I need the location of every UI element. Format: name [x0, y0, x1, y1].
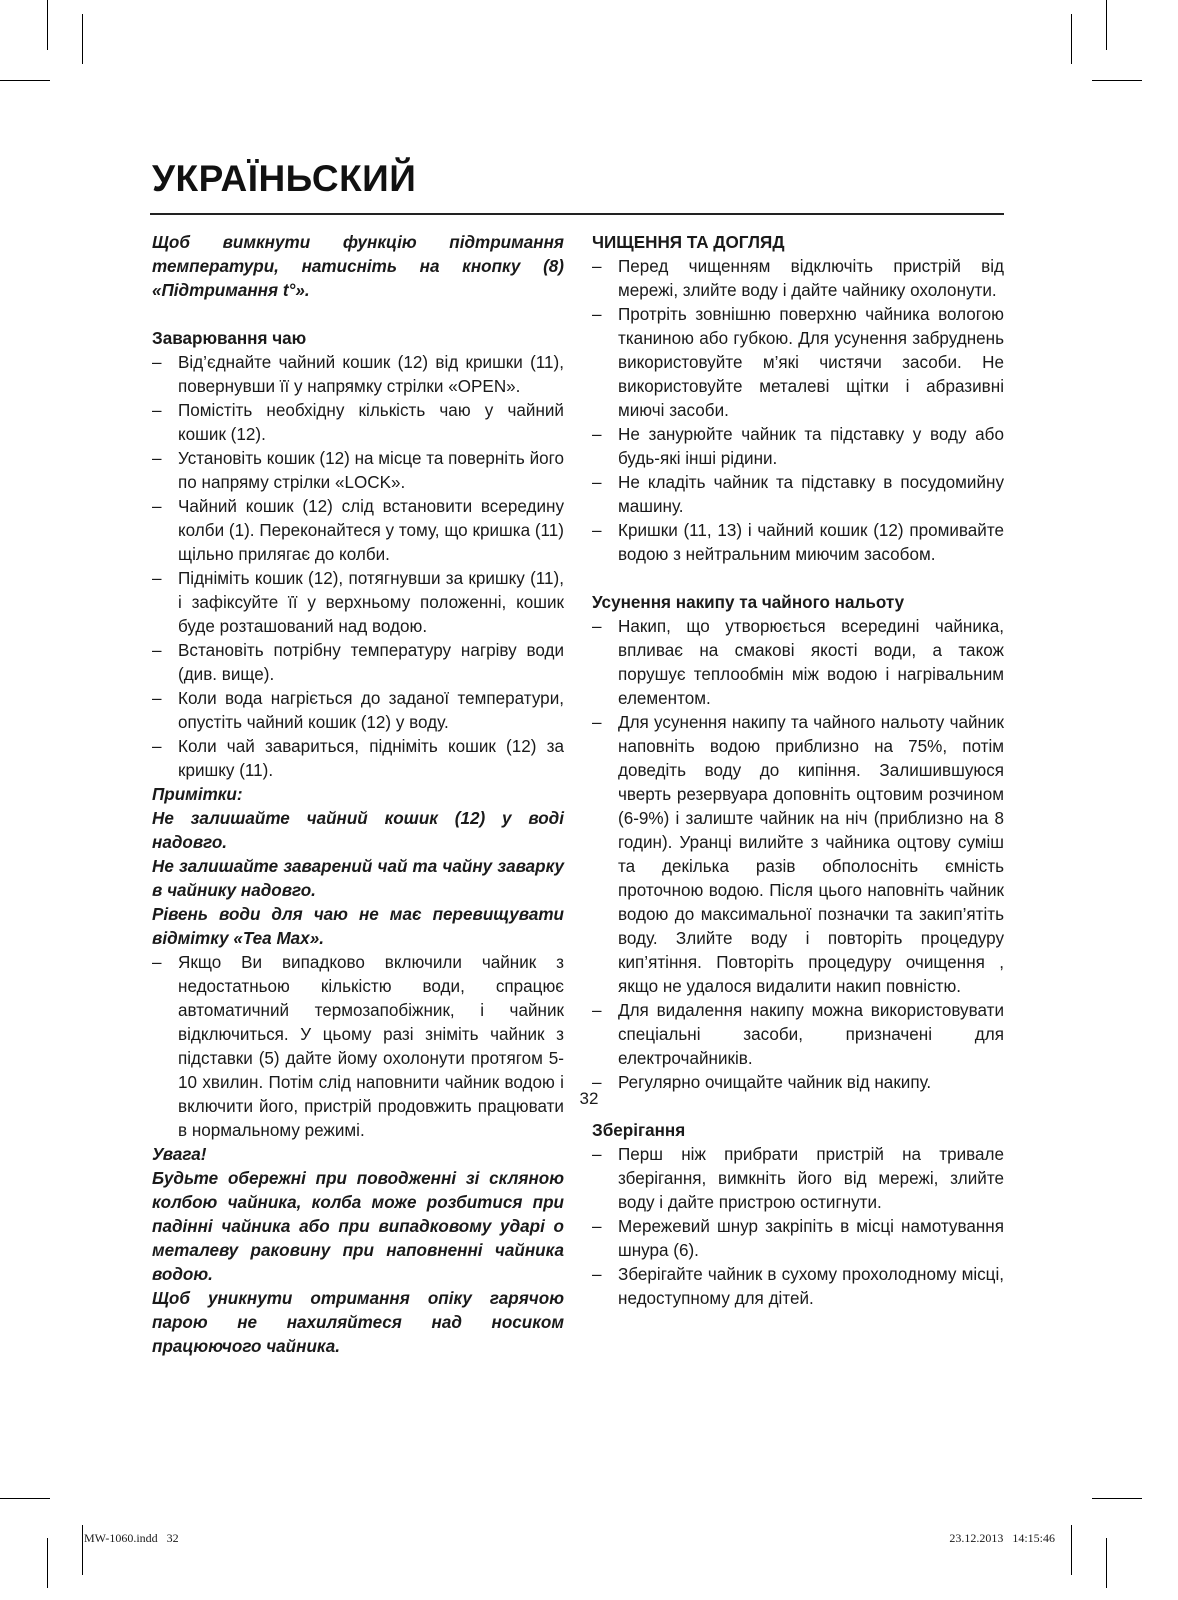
dash-bullet: – — [592, 305, 602, 324]
crop-mark — [1071, 1525, 1072, 1575]
list-item — [592, 471, 1004, 519]
title-rule — [150, 213, 1004, 215]
spacer — [592, 567, 1004, 591]
list-item-text: Від’єднайте чайний кошик (12) від кришки (11), повернувши її у напрямку стрілки «OPEN». — [178, 353, 564, 396]
list-item — [152, 399, 564, 447]
list-item-text: Не занурюйте чайник та підставку у воду або будь-які інші рідини. — [618, 425, 1004, 468]
list-item — [592, 1143, 1004, 1215]
dash-bullet: – — [152, 449, 162, 468]
list-item-text: Підніміть кошик (12), потягнувши за кришку (11), і зафіксуйте її у верхньому положенні, кошик буде розташований над водою. — [178, 569, 564, 636]
list-item-text: Чайний кошик (12) слід встановити всередину колби (1). Переконайтеся у тому, що кришка (11) щільно прилягає до колби. — [178, 497, 564, 564]
list-item-text: Для видалення накипу можна використовувати спеціальні засоби, призначені для електрочайників. — [618, 1001, 1004, 1068]
warning-text: Щоб уникнути отримання опіку гарячою парою не нахиляйтеся над носиком працюючого чайника. — [152, 1289, 564, 1356]
list-item-text: Помістіть необхідну кількість чаю у чайний кошик (12). — [178, 401, 564, 444]
dash-bullet: – — [592, 425, 602, 444]
crop-mark — [47, 0, 48, 50]
crop-mark — [82, 14, 83, 64]
descaling-list — [592, 615, 1004, 1095]
crop-mark — [1092, 80, 1142, 81]
list-item-text: Регулярно очищайте чайник від накипу. — [618, 1073, 932, 1092]
intro-note: Щоб вимкнути функцію підтримання температури, натисніть на кнопку (8) «Підтримання t°». — [152, 233, 564, 300]
crop-mark — [1071, 14, 1072, 64]
note-text: Не залишайте заварений чай та чайну заварку в чайнику надовго. — [152, 857, 564, 900]
dash-bullet: – — [592, 713, 602, 732]
dash-bullet: – — [152, 497, 162, 516]
dash-bullet: – — [592, 1145, 602, 1164]
dash-bullet: – — [152, 569, 162, 588]
list-item-text: Коли вода нагріється до заданої температури, опустіть чайний кошик (12) у воду. — [178, 689, 564, 732]
list-item-text: Перед чищенням відключіть пристрій від мережі, злийте воду і дайте чайнику охолонути. — [618, 257, 1004, 300]
list-item-text: Установіть кошик (12) на місце та поверніть його по напряму стрілки «LOCK». — [178, 449, 564, 492]
footer-file: MW-1060.indd 32 — [84, 1531, 179, 1545]
note-text: Рівень води для чаю не має перевищувати відмітку «Tea Max». — [152, 905, 564, 948]
list-item — [592, 423, 1004, 471]
list-item — [592, 615, 1004, 711]
warning-heading: Увага! — [152, 1145, 207, 1164]
list-item-text: Протріть зовнішню поверхню чайника вологою тканиною або губкою. Для усунення забруднень використовуйте м’які чистячи засоби. Не використовуйте металеві щітки і абразивні миючі засоби. — [618, 305, 1004, 420]
list-item — [152, 447, 564, 495]
list-item — [152, 735, 564, 783]
list-item — [152, 567, 564, 639]
list-item — [592, 1215, 1004, 1263]
list-item-text: Коли чай завариться, підніміть кошик (12) за кришку (11). — [178, 737, 564, 780]
list-item — [152, 351, 564, 399]
list-item — [592, 519, 1004, 567]
dash-bullet: – — [592, 521, 602, 540]
list-item-text: Зберігайте чайник в сухому прохолодному місці, недоступному для дітей. — [618, 1265, 1004, 1308]
list-item-text: Не кладіть чайник та підставку в посудомийну машину. — [618, 473, 1004, 516]
list-item-text: Перш ніж прибрати пристрій на тривале зберігання, вимкніть його від мережі, злийте воду і дайте пристрою остигнути. — [618, 1145, 1004, 1212]
list-item-text: Мережевий шнур закріпіть в місці намотування шнура (6). — [618, 1217, 1004, 1260]
dash-bullet: – — [152, 641, 162, 660]
list-item — [152, 495, 564, 567]
dash-bullet: – — [592, 1001, 602, 1020]
right-column — [592, 231, 1004, 1311]
storage-list — [592, 1143, 1004, 1311]
note-text: Не залишайте чайний кошик (12) у воді надовго. — [152, 809, 564, 852]
list-item — [592, 255, 1004, 303]
cleaning-heading: ЧИЩЕННЯ ТА ДОГЛЯД — [592, 233, 785, 252]
left-column — [152, 231, 564, 1359]
footer-datetime: 23.12.2013 14:15:46 — [949, 1531, 1055, 1545]
dash-bullet: – — [152, 737, 162, 756]
list-item — [152, 951, 564, 1143]
crop-mark — [47, 1538, 48, 1588]
dash-bullet: – — [152, 689, 162, 708]
dash-bullet: – — [592, 1265, 602, 1284]
brewing-list — [152, 351, 564, 783]
page-title: УКРАЇНЬСКИЙ — [152, 158, 417, 199]
list-item — [592, 303, 1004, 423]
brewing-heading: Заварювання чаю — [152, 329, 307, 348]
dash-bullet: – — [152, 401, 162, 420]
crop-mark — [82, 1525, 83, 1575]
spacer — [152, 303, 564, 327]
list-item-text: Накип, що утворюється всередині чайника, впливає на смакові якості води, а також порушує теплообмін між водою і нагрівальним елементом. — [618, 617, 1004, 708]
dash-bullet: – — [592, 1073, 602, 1092]
dash-bullet: – — [592, 1217, 602, 1236]
cleaning-list — [592, 255, 1004, 567]
dash-bullet: – — [592, 257, 602, 276]
dash-bullet: – — [152, 953, 162, 972]
list-item-text: Встановіть потрібну температуру нагріву води (див. вище). — [178, 641, 564, 684]
notes-list — [152, 951, 564, 1143]
list-item — [152, 639, 564, 687]
crop-mark — [1106, 1538, 1107, 1588]
crop-mark — [0, 1498, 50, 1499]
list-item — [592, 711, 1004, 999]
storage-heading: Зберігання — [592, 1121, 686, 1140]
list-item — [152, 687, 564, 735]
list-item — [592, 999, 1004, 1071]
crop-mark — [0, 80, 50, 81]
dash-bullet: – — [592, 473, 602, 492]
crop-mark — [1106, 0, 1107, 50]
list-item — [592, 1263, 1004, 1311]
list-item-text: Якщо Ви випадково включили чайник з недостатньою кількістю води, спрацює автоматичний термозапобіжник, і чайник відключиться. У цьому разі зніміть чайник з підставки (5) дайте йому охолонути протягом 5-10 хвилин. Потім слід наповнити чайник водою і включити його, пристрій продовжить працювати в нормальному режимі. — [178, 953, 564, 1140]
page-number: 32 — [579, 1089, 599, 1108]
notes-heading: Примітки: — [152, 785, 243, 804]
dash-bullet: – — [592, 617, 602, 636]
dash-bullet: – — [152, 353, 162, 372]
descaling-heading: Усунення накипу та чайного нальоту — [592, 593, 905, 612]
list-item-text: Для усунення накипу та чайного нальоту чайник наповніть водою приблизно на 75%, потім доведіть воду до кипіння. Залишившуюся чверть резервуара доповніть оцтовим розчином (6-9%) і залиште чайник на ніч (приблизно на 8 годин). Уранці вилийте з чайника оцтову суміш та декілька разів обполосніть ємність проточною водою. Після цього наповніть чайник водою до максимальної позначки та закип’ятіть воду. Злийте воду і повторіть процедуру кип’ятіння. Повторіть процедуру очищення , якщо не удалося видалити накип повністю. — [618, 713, 1004, 996]
list-item-text: Кришки (11, 13) і чайний кошик (12) промивайте водою з нейтральним миючим засобом. — [618, 521, 1004, 564]
warning-text: Будьте обережні при поводженні зі скляною колбою чайника, колба може розбитися при падінні чайника або при випадковому ударі о металеву раковину при наповненні чайника водою. — [152, 1169, 564, 1284]
crop-mark — [1092, 1498, 1142, 1499]
